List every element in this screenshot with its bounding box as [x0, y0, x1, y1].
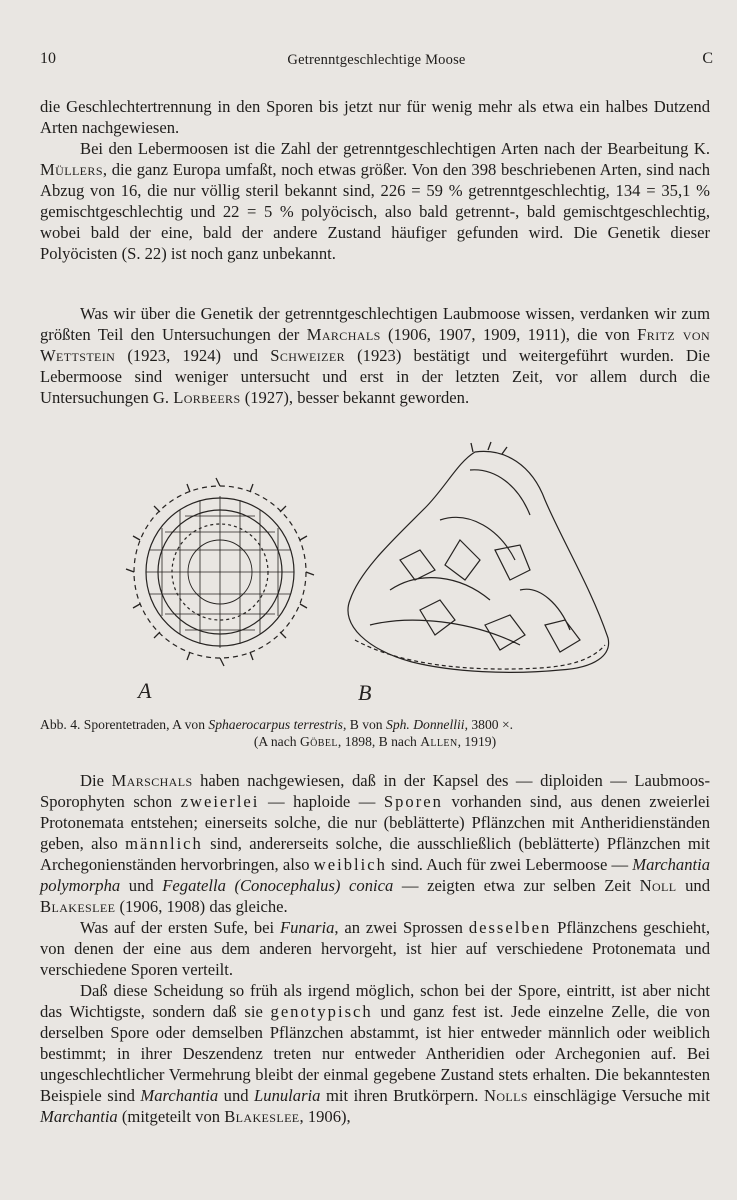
paragraph: Was auf der ersten Sufe, bei Funaria, an zwei Sprossen desselben Pflänzchens geschieht, von denen der eine aus dem anderen hervorgeht, ist hier auf verschiedene Protonemata und verschiedene Sporen verteilt. [40, 918, 710, 979]
genus-name: Funaria [280, 918, 335, 937]
text-block-top [40, 96, 710, 264]
author-name: Marschals [111, 771, 193, 790]
author-name: Nolls [483, 1086, 528, 1105]
spaced-emphasis: weiblich [313, 855, 387, 874]
spore-tetrad-b-drawing [348, 442, 609, 672]
author-name: Allen [420, 734, 458, 749]
figure-spore-tetrads [40, 440, 710, 710]
paragraph: die Geschlechtertrennung in den Sporen bis jetzt nur für wenig mehr als etwa ein halbes Dutzend Arten nachgewiesen. [40, 97, 710, 137]
page-header [40, 50, 713, 72]
running-title: Getrenntgeschlechtige Moose [287, 52, 466, 68]
spaced-emphasis: männlich [125, 834, 203, 853]
species-name: Fegatella (Conocephalus) conica [162, 876, 394, 895]
spaced-emphasis: desselben [468, 918, 552, 937]
caption-line-2: (A nach Göbel, 1898, B nach Allen, 1919) [253, 734, 497, 749]
figure-label-b: B [358, 680, 372, 705]
author-name: Schweizer [270, 346, 346, 365]
genus-name: Marchantia [40, 1107, 118, 1126]
spore-tetrad-a-drawing [126, 478, 314, 666]
author-name: Fritz von Wettstein [40, 325, 711, 365]
page-number: 10 [40, 50, 56, 67]
paragraph: Bei den Lebermoosen ist die Zahl der getrenntgeschlechtigen Arten nach der Bearbeitung K. Müllers, die ganz Europa umfaßt, noch etwas größer. Von den 398 beschriebenen Arten, sind nach Abzug von 16, die nur völlig steril bekannt sind, 226 = 59 % getrenntgeschlechtig, 134 = 35,1 % gemischtgeschlechtig und 22 = 5 % polyöcisch, also bald getrennt-, bald gemischtgeschlechtig, wobei bald der eine, bald der andere Zustand häufiger gefunden wird. Die Genetik dieser Polyöcisten (S. 22) ist noch ganz unbekannt. [40, 139, 710, 263]
paragraph: Die Marschals haben nachgewiesen, daß in der Kapsel des — diploiden — Laubmoos-Sporophyten schon zweierlei — haploide — Sporen vorhanden sind, aus denen zweierlei Protonemata entstehen; einerseits solche, die nur (beblätterte) Pflänzchen mit Antheridienständen geben, also männlich sind, andererseits solche, die ausschließlich (beblätterte) Pflänzchen mit Archegonienständen hervorbringen, also weiblich sind. Auch für zwei Lebermoose — Marchantia polymorpha und Fegatella (Conocephalus) conica — zeigten etwa zur selben Zeit Noll und Blakeslee (1906, 1908) das gleiche. [40, 771, 711, 916]
genus-name: Lunularia [254, 1086, 321, 1105]
signature-mark: C [702, 50, 713, 67]
author-name: Noll [639, 876, 677, 895]
spaced-emphasis: genotypisch [270, 1002, 373, 1021]
species-name: Marchantia polymorpha [40, 855, 711, 895]
caption-line-1: Abb. 4. Sporentetraden, A von Sphaerocarpus terrestris, B von Sph. Donnellii, 3800 ×. [40, 717, 514, 732]
paragraph: Was wir über die Genetik der getrenntgeschlechtigen Laubmoose wissen, verdanken wir zum größten Teil den Untersuchungen der Marchals (1906, 1907, 1909, 1911), die von Fritz von Wettstein (1923, 1924) und Schweizer (1923) bestätigt und weitergeführt wurden. Die Lebermoose sind weniger untersucht und erst in der letzten Zeit, vor allem durch die Untersuchungen G. Lorbeers (1927), besser bekannt geworden. [40, 304, 711, 407]
author-name: Müllers [40, 160, 103, 179]
author-name: Lorbeers [173, 388, 241, 407]
spaced-emphasis: Sporen [383, 792, 443, 811]
text-block-bottom [40, 770, 710, 1127]
figure-illustration [40, 440, 710, 710]
species-name: Sph. Donnellii [386, 717, 465, 732]
figure-label-a: A [138, 678, 152, 703]
species-name: Sphaerocarpus terrestris [208, 717, 343, 732]
author-name: Blakeslee [224, 1107, 300, 1126]
author-name: Marchals [306, 325, 381, 344]
spaced-emphasis: zweierlei [180, 792, 260, 811]
genus-name: Marchantia [140, 1086, 219, 1105]
figure-caption [40, 716, 710, 750]
author-name: Blakeslee [40, 897, 116, 916]
author-name: Göbel [299, 734, 338, 749]
paragraph: Daß diese Scheidung so früh als irgend möglich, schon bei der Spore, eintritt, ist aber nicht das Wichtigste, sondern daß sie genotypisch und ganz fest ist. Jede einzelne Zelle, die von derselben Spore oder demselben Pflänzchen abstammt, ist hier entweder männlich oder weiblich bestimmt; in ihrer Deszendenz treten nur entweder Antheridien oder Archegonien auf. Bei ungeschlechtlicher Vermehrung bleibt der einmal gegebene Zustand stets erhalten. Die bekanntesten Beispiele sind Marchantia und Lunularia mit ihren Brutkörpern. Nolls einschlägige Versuche mit Marchantia (mitgeteilt von Blakeslee, 1906), [40, 981, 710, 1126]
text-block-middle [40, 303, 710, 408]
